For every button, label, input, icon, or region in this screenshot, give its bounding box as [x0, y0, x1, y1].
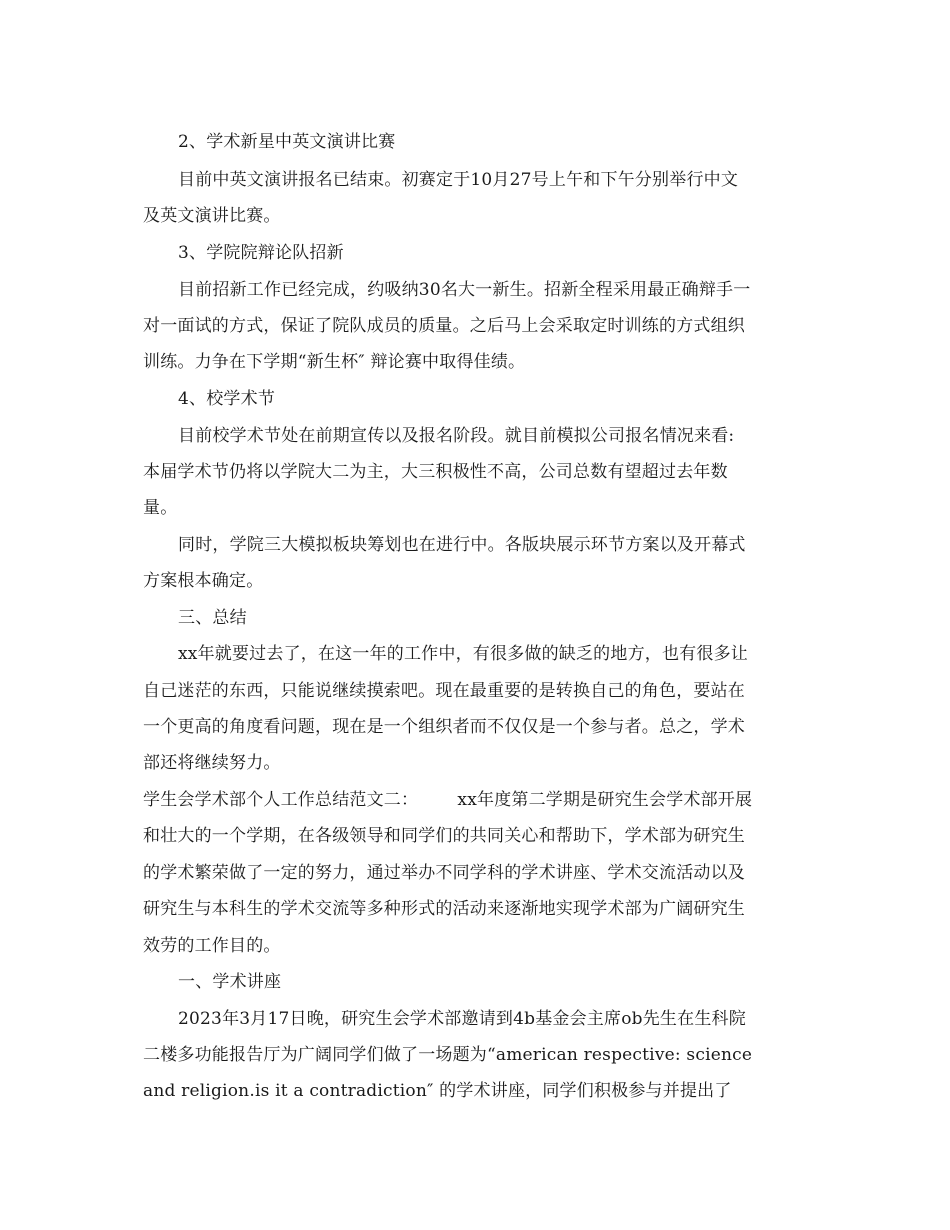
- paragraph-line: 本届学术节仍将以学院大二为主，大三积极性不高，公司总数有望超过去年数: [143, 462, 728, 482]
- paragraph-line: 效劳的工作目的。: [143, 936, 281, 956]
- paragraph-line: 一个更高的角度看问题，现在是一个组织者而不仅仅是一个参与者。总之，学术: [143, 717, 745, 737]
- paragraph-line: 同时，学院三大模拟板块筹划也在进行中。各版块展示环节方案以及开幕式: [178, 535, 746, 555]
- paragraph-line: 二楼多功能报告厅为广阔同学们做了一场题为“american respective: science: [143, 1045, 753, 1065]
- paragraph-line: 目前中英文演讲报名已结束。初赛定于10月27号上午和下午分别举行中文: [178, 170, 739, 190]
- paragraph-line: xx年就要过去了，在这一年的工作中，有很多做的缺乏的地方，也有很多让: [178, 644, 748, 664]
- paragraph-line: 目前招新工作已经完成，约吸纳30名大一新生。招新全程采用最正确辩手一: [178, 280, 751, 300]
- paragraph-line: 对一面试的方式，保证了院队成员的质量。之后马上会采取定时训练的方式组织: [143, 316, 745, 336]
- paragraph-line: 和壮大的一个学期，在各级领导和同学们的共同关心和帮助下，学术部为研究生: [143, 826, 745, 846]
- section-heading: 2、学术新星中英文演讲比赛: [178, 132, 396, 152]
- section-heading: 4、校学术节: [178, 389, 276, 409]
- paragraph-line: 及英文演讲比赛。: [143, 206, 281, 226]
- section-heading: 3、学院院辩论队招新: [178, 243, 344, 263]
- section-heading: 三、总结: [178, 608, 247, 628]
- article-title-line: 学生会学术部个人工作总结范文二： xx年度第二学期是研究生会学术部开展: [143, 790, 753, 810]
- paragraph-line: 2023年3月17日晚，研究生会学术部邀请到4b基金会主席ob先生在生科院: [178, 1009, 746, 1029]
- section-heading: 一、学术讲座: [178, 972, 282, 992]
- paragraph-line: 的学术繁荣做了一定的努力，通过举办不同学科的学术讲座、学术交流活动以及: [143, 863, 745, 883]
- paragraph-line: 方案根本确定。: [143, 571, 264, 591]
- paragraph-line: 目前校学术节处在前期宣传以及报名阶段。就目前模拟公司报名情况来看:: [178, 426, 735, 446]
- paragraph-line: 部还将继续努力。: [143, 753, 281, 773]
- paragraph-line: and religion.is it a contradiction″ 的学术讲座，同学们积极参与并提出了: [143, 1081, 732, 1101]
- paragraph-line: 研究生与本科生的学术交流等多种形式的活动来逐渐地实现学术部为广阔研究生: [143, 899, 745, 919]
- paragraph-line: 量。: [143, 498, 178, 518]
- paragraph-line: 自己迷茫的东西，只能说继续摸索吧。现在最重要的是转换自己的角色，要站在: [143, 681, 745, 701]
- paragraph-line: 训练。力争在下学期“新生杯″ 辩论赛中取得佳绩。: [143, 352, 526, 372]
